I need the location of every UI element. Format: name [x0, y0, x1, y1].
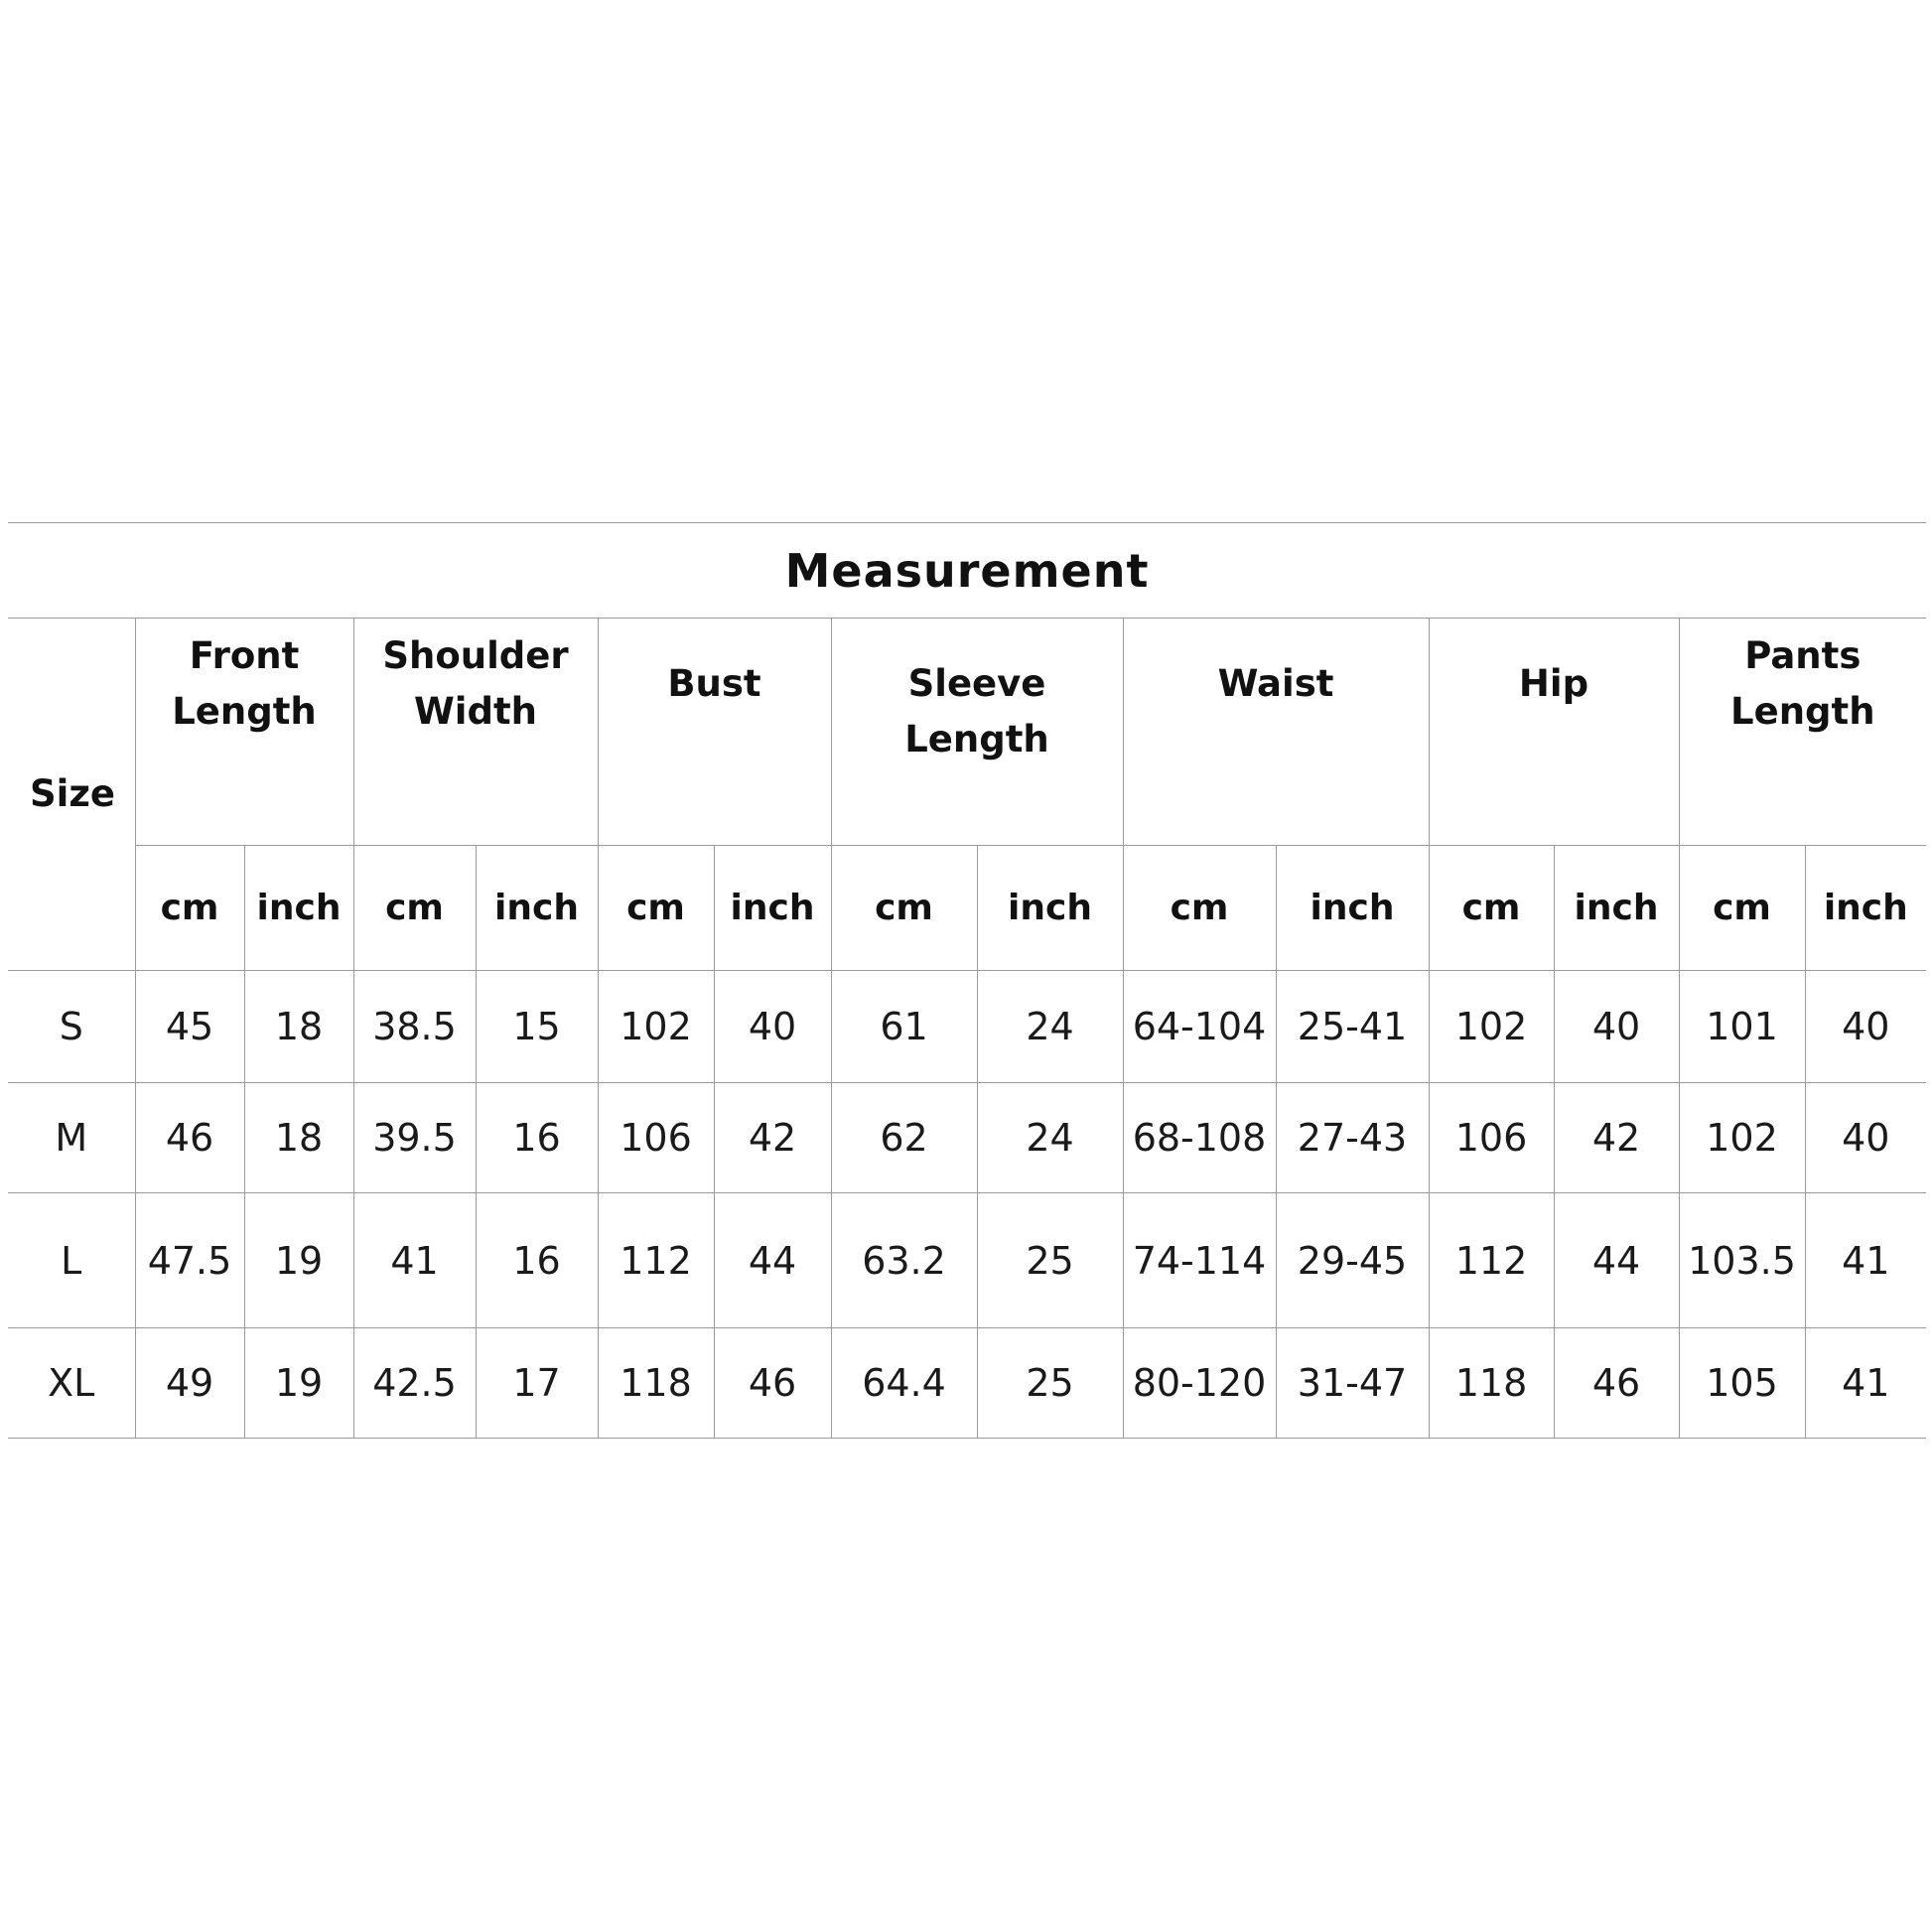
value-cell: 40 — [1805, 971, 1926, 1083]
value-cell: 112 — [598, 1193, 714, 1328]
unit-header-cm: cm — [1679, 846, 1805, 971]
value-cell: 47.5 — [135, 1193, 244, 1328]
value-cell: 41 — [1805, 1193, 1926, 1328]
unit-header-inch: inch — [1554, 846, 1679, 971]
unit-header-cm: cm — [598, 846, 714, 971]
value-cell: 118 — [1429, 1328, 1554, 1439]
column-group-pants-length — [1679, 619, 1926, 846]
measurement-table — [8, 522, 1926, 1439]
column-group-waist — [1123, 619, 1429, 846]
value-cell: 27-43 — [1276, 1083, 1429, 1193]
unit-header-cm: cm — [353, 846, 476, 971]
value-cell: 46 — [714, 1328, 831, 1439]
value-cell: 105 — [1679, 1328, 1805, 1439]
value-cell: 38.5 — [353, 971, 476, 1083]
table-row — [8, 1083, 1926, 1193]
value-cell: 42 — [1554, 1083, 1679, 1193]
unit-header-cm: cm — [831, 846, 977, 971]
value-cell: 16 — [476, 1193, 598, 1328]
value-cell: 40 — [714, 971, 831, 1083]
column-group-label-line: Sleeve Length — [904, 662, 1049, 760]
value-cell: 31-47 — [1276, 1328, 1429, 1439]
value-cell: 41 — [1805, 1328, 1926, 1439]
column-group-sleeve-length — [831, 619, 1123, 846]
column-group-label-line: Length — [1730, 690, 1875, 733]
unit-header-inch: inch — [977, 846, 1123, 971]
value-cell: 24 — [977, 1083, 1123, 1193]
column-group-shoulder-width — [353, 619, 598, 846]
value-cell: 102 — [1429, 971, 1554, 1083]
value-cell: 63.2 — [831, 1193, 977, 1328]
value-cell: 64-104 — [1123, 971, 1276, 1083]
unit-header-cm: cm — [1123, 846, 1276, 971]
column-group-label-line: Waist — [1217, 662, 1334, 705]
column-group-bust — [598, 619, 831, 846]
value-cell: 44 — [714, 1193, 831, 1328]
unit-header-inch: inch — [244, 846, 353, 971]
column-group-label-line: Width — [413, 690, 537, 733]
value-cell: 40 — [1805, 1083, 1926, 1193]
table-row — [8, 971, 1926, 1083]
unit-header-inch: inch — [1805, 846, 1926, 971]
value-cell: 17 — [476, 1328, 598, 1439]
value-cell: 68-108 — [1123, 1083, 1276, 1193]
size-chart — [8, 522, 1926, 1439]
value-cell: 112 — [1429, 1193, 1554, 1328]
value-cell: 19 — [244, 1328, 353, 1439]
value-cell: 18 — [244, 971, 353, 1083]
unit-header-inch: inch — [476, 846, 598, 971]
value-cell: 101 — [1679, 971, 1805, 1083]
value-cell: 25 — [977, 1193, 1123, 1328]
column-group-label-line: Hip — [1518, 662, 1589, 705]
value-cell: 29-45 — [1276, 1193, 1429, 1328]
column-group-label-line: Bust — [667, 662, 761, 705]
unit-header-inch: inch — [1276, 846, 1429, 971]
value-cell: 64.4 — [831, 1328, 977, 1439]
value-cell: 49 — [135, 1328, 244, 1439]
value-cell: 24 — [977, 971, 1123, 1083]
size-header: Size — [8, 619, 135, 971]
value-cell: 118 — [598, 1328, 714, 1439]
header-unit-row — [8, 846, 1926, 971]
size-cell: XL — [8, 1328, 135, 1439]
column-group-label-line: Pants — [1744, 634, 1862, 677]
value-cell: 80-120 — [1123, 1328, 1276, 1439]
column-group-label-line: Length — [172, 690, 317, 733]
table-title: Measurement — [8, 523, 1926, 619]
title-row — [8, 523, 1926, 619]
value-cell: 61 — [831, 971, 977, 1083]
table-row — [8, 1193, 1926, 1328]
value-cell: 106 — [1429, 1083, 1554, 1193]
value-cell: 15 — [476, 971, 598, 1083]
value-cell: 39.5 — [353, 1083, 476, 1193]
value-cell: 40 — [1554, 971, 1679, 1083]
header-group-row — [8, 619, 1926, 846]
unit-header-cm: cm — [1429, 846, 1554, 971]
value-cell: 102 — [1679, 1083, 1805, 1193]
value-cell: 46 — [1554, 1328, 1679, 1439]
unit-header-inch: inch — [714, 846, 831, 971]
value-cell: 103.5 — [1679, 1193, 1805, 1328]
column-group-hip — [1429, 619, 1679, 846]
table-row — [8, 1328, 1926, 1439]
value-cell: 42 — [714, 1083, 831, 1193]
value-cell: 74-114 — [1123, 1193, 1276, 1328]
column-group-label-line: Shoulder — [382, 634, 569, 677]
size-cell: S — [8, 971, 135, 1083]
value-cell: 42.5 — [353, 1328, 476, 1439]
value-cell: 16 — [476, 1083, 598, 1193]
value-cell: 19 — [244, 1193, 353, 1328]
value-cell: 45 — [135, 971, 244, 1083]
value-cell: 46 — [135, 1083, 244, 1193]
value-cell: 25-41 — [1276, 971, 1429, 1083]
value-cell: 18 — [244, 1083, 353, 1193]
size-cell: M — [8, 1083, 135, 1193]
column-group-front-length — [135, 619, 353, 846]
value-cell: 41 — [353, 1193, 476, 1328]
size-cell: L — [8, 1193, 135, 1328]
value-cell: 62 — [831, 1083, 977, 1193]
unit-header-cm: cm — [135, 846, 244, 971]
value-cell: 102 — [598, 971, 714, 1083]
value-cell: 44 — [1554, 1193, 1679, 1328]
column-group-label-line: Front — [189, 634, 300, 677]
value-cell: 25 — [977, 1328, 1123, 1439]
value-cell: 106 — [598, 1083, 714, 1193]
